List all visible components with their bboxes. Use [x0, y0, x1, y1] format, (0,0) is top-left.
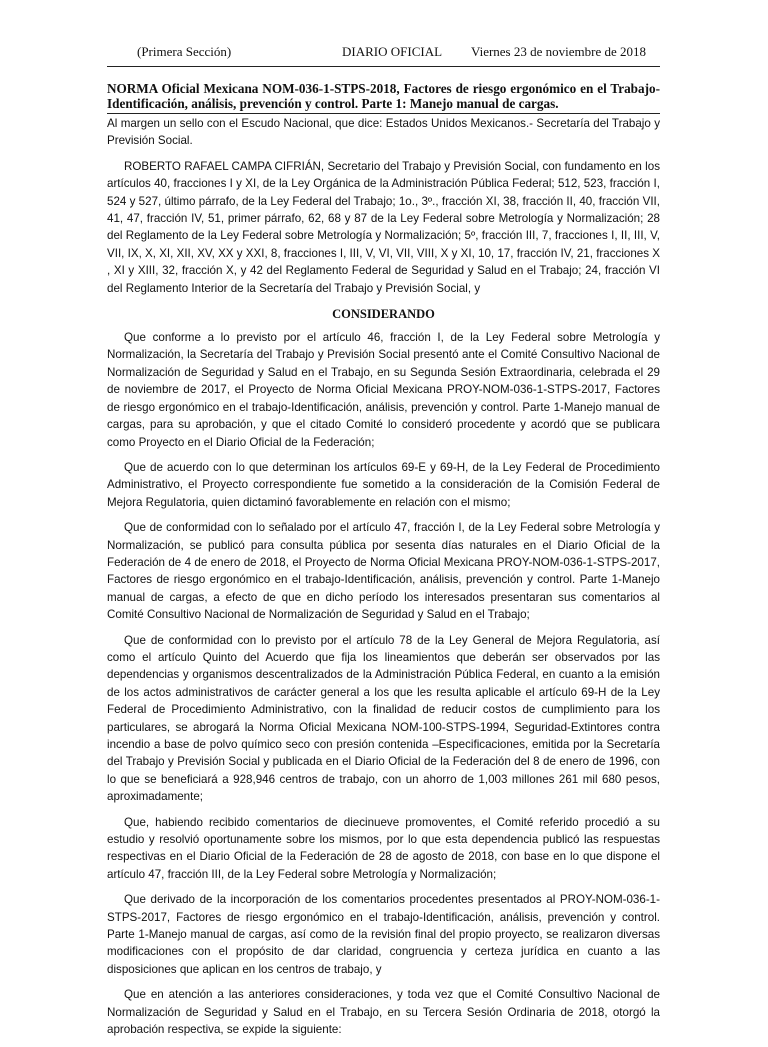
margin-note: Al margen un sello con el Escudo Nacional, que dice: Estados Unidos Mexicanos.- Secretaría del Trabajo y Previsión Social. [107, 117, 660, 148]
considerando-paragraph-5: Que, habiendo recibido comentarios de diecinueve promoventes, el Comité referido procedió a su estudio y resolvió oportunamente sobre los mismos, por lo que esta dependencia publicó las respuestas respectivas en el Diario Oficial de la Federación de 28 de agosto de 2018, con base en lo que dispone el artículo 47, fracción III, de la Ley Federal sobre Metrología y Normalización; [107, 815, 660, 881]
title-divider [107, 113, 660, 114]
document-title: NORMA Oficial Mexicana NOM-036-1-STPS-2018, Factores de riesgo ergonómico en el Trabajo-Identificación, análisis, prevención y control. Parte 1: Manejo manual de cargas. [107, 81, 660, 111]
intro-paragraph: ROBERTO RAFAEL CAMPA CIFRIÁN, Secretario del Trabajo y Previsión Social, con fundamento en los artículos 40, fracciones I y XI, de la Ley Orgánica de la Administración Pública Federal; 512, 523, fracción I, 524 y 527, último párrafo, de la Ley Federal del Trabajo; 1o., 3º., fracción XI, 38, fracción II, 40, fracción VII, 41, 47, fracción IV, 51, primer párrafo, 62, 68 y 87 de la Ley Federal sobre Metrología y Normalización; 28 del Reglamento de la Ley Federal sobre Metrología y Normalización; 5º, fracción III, 7, fracciones I, II, III, V, VII, IX, X, XI, XII, XV, XX y XXI, 8, fracciones I, III, V, VI, VII, VIII, X y XI, 10, 17, fracción IV, 21, fracciones X , XI y XIII, 32, fracción X, y 42 del Reglamento Federal de Seguridad y Salud en el Trabajo; 24, fracción VI del Reglamento Interior de la Secretaría del Trabajo y Previsión Social, y [107, 159, 660, 295]
document-body [107, 115, 660, 1047]
considerando-paragraph-2: Que de acuerdo con lo que determinan los artículos 69-E y 69-H, de la Ley Federal de Procedimiento Administrativo, el Proyecto correspondiente fue sometido a la consideración de la Comisión Federal de Mejora Regulatoria, quien dictaminó favorablemente en relación con el mismo; [107, 460, 660, 509]
page-header [107, 44, 660, 64]
header-divider [107, 66, 660, 67]
considerando-paragraph-3: Que de conformidad con lo señalado por el artículo 47, fracción I, de la Ley Federal sobre Metrología y Normalización, se publicó para consulta pública por sesenta días naturales en el Diario Oficial de la Federación de 4 de enero de 2018, el Proyecto de Norma Oficial Mexicana PROY-NOM-036-1-STPS-2017, Factores de riesgo ergonómico en el trabajo-Identificación, análisis, prevención y control. Parte 1-Manejo manual de cargas, a efecto de que en dicho período los interesados presentaran sus comentarios al Comité Consultivo Nacional de Normalización de Seguridad y Salud en el Trabajo; [107, 521, 660, 622]
section-heading: CONSIDERANDO [332, 307, 435, 322]
considerando-paragraph-1: Que conforme a lo previsto por el artículo 46, fracción I, de la Ley Federal sobre Metrología y Normalización, la Secretaría del Trabajo y Previsión Social presentó ante el Comité Consultivo Nacional de Normalización de Seguridad y Salud en el Trabajo, en su Segunda Sesión Extraordinaria, celebrada el 29 de noviembre de 2017, el Proyecto de Norma Oficial Mexicana PROY-NOM-036-1-STPS-2017, Factores de riesgo ergonómico en el trabajo-Identificación, análisis, prevención y control. Parte 1-Manejo manual de cargas, para su aprobación, y que el citado Comité lo consideró procedente y acordó que se publicara como Proyecto en el Diario Oficial de la Federación; [107, 331, 660, 449]
header-publication: DIARIO OFICIAL [342, 44, 443, 59]
considerando-paragraph-6: Que derivado de la incorporación de los comentarios procedentes presentados al PROY-NOM-036-1-STPS-2017, Factores de riesgo ergonómico en el trabajo-Identificación, análisis, prevención y control. Parte 1-Manejo manual de cargas, así como de la revisión final del propio proyecto, se realizaron diversas modificaciones con el propósito de dar claridad, congruencia y certeza jurídica en cuanto a las disposiciones que aplican en los centros de trabajo, y [107, 893, 660, 976]
considerando-paragraph-4: Que de conformidad con lo previsto por el artículo 78 de la Ley General de Mejora Regulatoria, así como el artículo Quinto del Acuerdo que fija los lineamientos que deberán ser observados por las dependencias y organismos descentralizados de la Administración Pública Federal, en cuanto a la emisión de los actos administrativos de carácter general a los que les resulta aplicable el artículo 69-H de la Ley Federal de Procedimiento Administrativo, con la finalidad de reducir costos de cumplimiento para los particulares, se abrogará la Norma Oficial Mexicana NOM-100-STPS-1994, Seguridad-Extintores contra incendio a base de polvo químico seco con presión contenida –Especificaciones, emitida por la Secretaría del Trabajo y Previsión Social y publicada en el Diario Oficial de la Federación del 8 de enero de 1996, con lo que se beneficiará a 928,946 centros de trabajo, con un ahorro de 1,003 millones 261 mil 680 pesos, aproximadamente; [107, 633, 660, 804]
considerando-paragraph-7: Que en atención a las anteriores consideraciones, y toda vez que el Comité Consultivo Nacional de Normalización de Seguridad y Salud en el Trabajo, en su Tercera Sesión Ordinaria de 2018, otorgó la aprobación respectiva, se expide la siguiente: [107, 988, 660, 1037]
header-section: (Primera Sección) [137, 44, 232, 59]
header-date: Viernes 23 de noviembre de 2018 [470, 44, 646, 59]
